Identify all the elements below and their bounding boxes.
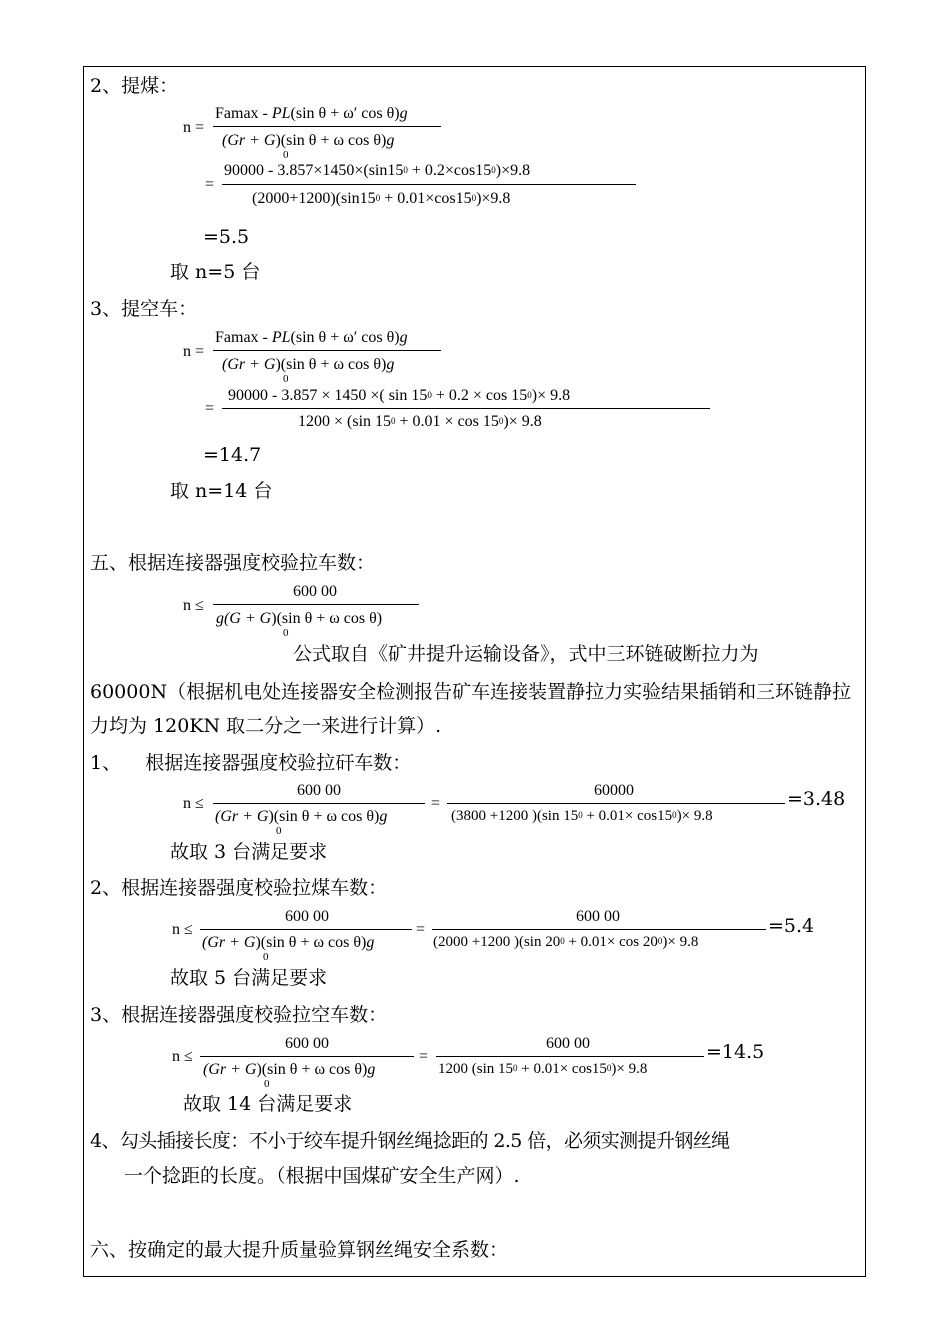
i2-den-1: (Gr + G)(sin θ + ω cos θ)g [202, 934, 375, 951]
fraction-bar [213, 350, 441, 351]
formula-lhs: n = [183, 343, 205, 360]
subscript-zero: 0 [283, 149, 289, 161]
item-4-line-2: 一个捻距的长度。（根据中国煤矿安全生产网）. [124, 1165, 520, 1187]
formula-lhs: n ≤ [183, 795, 204, 812]
i3-num-1: 600 00 [285, 1035, 329, 1052]
heading-lift-empty: 3、提空车： [90, 298, 198, 320]
formula-lhs: n = [183, 119, 205, 136]
empty-result: =14.7 [203, 444, 262, 466]
formula-numerator: Famax - PL(sin θ + ω′ cos θ)g [215, 105, 408, 122]
i1-result: =3.48 [787, 788, 846, 810]
formula-numerator: 600 00 [293, 583, 337, 600]
formula-denominator: (Gr + G)(sin θ + ω cos θ)g [222, 132, 395, 149]
heading-lift-coal: 2、提煤： [90, 75, 179, 97]
i1-num-1: 600 00 [297, 782, 341, 799]
empty-numerator: 90000 - 3.857 × 1450 ×( $\sin 15^0 + 0.2 \times \cos 15^0)\times 9.8$ [228, 387, 571, 404]
fraction-bar [222, 184, 636, 185]
coal-take: 取 n=5 台 [170, 261, 261, 283]
subscript-zero: 0 [283, 627, 289, 639]
empty-take: 取 n=14 台 [170, 480, 273, 502]
coal-numerator: $90000 - 3.857\times 1450\times(\sin 15^0 + 0.2\times\cos 15^0)\times 9.8$ [224, 162, 531, 179]
formula-eq: = [419, 1048, 429, 1065]
i2-result: =5.4 [768, 915, 815, 937]
formula-eq: = [205, 400, 215, 417]
formula-eq: = [416, 921, 426, 938]
para-source-line: 公式取自《矿井提升运输设备》，式中三环链破断拉力为 [293, 643, 759, 665]
coal-result: =5.5 [203, 226, 250, 248]
fraction-bar [432, 929, 766, 930]
formula-denominator: (Gr + G)(sin θ + ω cos θ)g [222, 356, 395, 373]
fraction-bar [200, 929, 412, 930]
subscript-zero: 0 [264, 1078, 270, 1090]
i2-den-2: (2000 +1200 )(sin $20^0 + 0.01\times \cos 20^0)\times 9.8$ [433, 934, 699, 950]
formula-eq: = [205, 176, 215, 193]
formula-lhs: n ≤ [183, 597, 204, 614]
i2-take: 故取 5 台满足要求 [170, 967, 328, 989]
heading-section-5: 五、根据连接器强度校验拉车数： [90, 552, 376, 574]
fraction-bar [200, 1056, 414, 1057]
empty-denominator: 1200 × (sin $15^0 + 0.01 \times \cos 15^0)\times 9.8$ [298, 413, 542, 430]
i1-take: 故取 3 台满足要求 [170, 841, 328, 863]
i2-num-1: 600 00 [285, 908, 329, 925]
fraction-bar [447, 803, 785, 804]
i3-num-2: 600 00 [546, 1035, 590, 1052]
coal-denominator: $(2000+1200)(\sin 15^0 + 0.01\times\cos 15^0)\times 9.8$ [252, 190, 511, 207]
subscript-zero: 0 [263, 951, 269, 963]
subscript-zero: 0 [276, 825, 282, 837]
formula-eq: = [431, 795, 441, 812]
i3-result: =14.5 [706, 1041, 765, 1063]
i1-num-2: 60000 [594, 782, 634, 799]
fraction-bar [213, 604, 419, 605]
i1-den-1: (Gr + G)(sin θ + ω cos θ)g [215, 808, 388, 825]
fraction-bar [213, 803, 425, 804]
item-2-heading: 2、根据连接器强度校验拉煤车数： [90, 877, 388, 899]
para-source-rest: 60000N（根据机电处连接器安全检测报告矿车连接装置静拉力实验结果插销和三环链静拉力均为 120KN 取二分之一来进行计算）. [90, 681, 852, 737]
formula-lhs: n ≤ [172, 1048, 193, 1065]
subscript-zero: 0 [283, 373, 289, 385]
fraction-bar [222, 408, 710, 409]
fraction-bar [436, 1056, 704, 1057]
heading-section-6: 六、按确定的最大提升质量验算钢丝绳安全系数： [90, 1239, 509, 1261]
i3-den-1: (Gr + G)(sin θ + ω cos θ)g [203, 1061, 376, 1078]
formula-lhs: n ≤ [172, 921, 193, 938]
formula-denominator: g(G + G)(sin θ + ω cos θ) [216, 610, 383, 627]
item-3-heading: 3、根据连接器强度校验拉空车数： [90, 1004, 388, 1026]
i1-den-2: (3800 +1200 )(sin $15^0 + 0.01\times \cos 15^0)\times 9.8$ [451, 808, 713, 824]
formula-numerator: Famax - PL(sin θ + ω′ cos θ)g [215, 329, 408, 346]
i3-den-2: 1200 (sin $15^0 + 0.01\times \cos 15^0)\times 9.8$ [438, 1061, 648, 1077]
i3-take: 故取 14 台满足要求 [183, 1093, 353, 1115]
i2-num-2: 600 00 [576, 908, 620, 925]
item-1-heading: 1、 根据连接器强度校验拉矸车数： [90, 752, 412, 774]
fraction-bar [213, 126, 441, 127]
item-4-line-1: 4、勾头插接长度：不小于绞车提升钢丝绳捻距的 2.5 倍，必须实测提升钢丝绳 [90, 1130, 730, 1152]
